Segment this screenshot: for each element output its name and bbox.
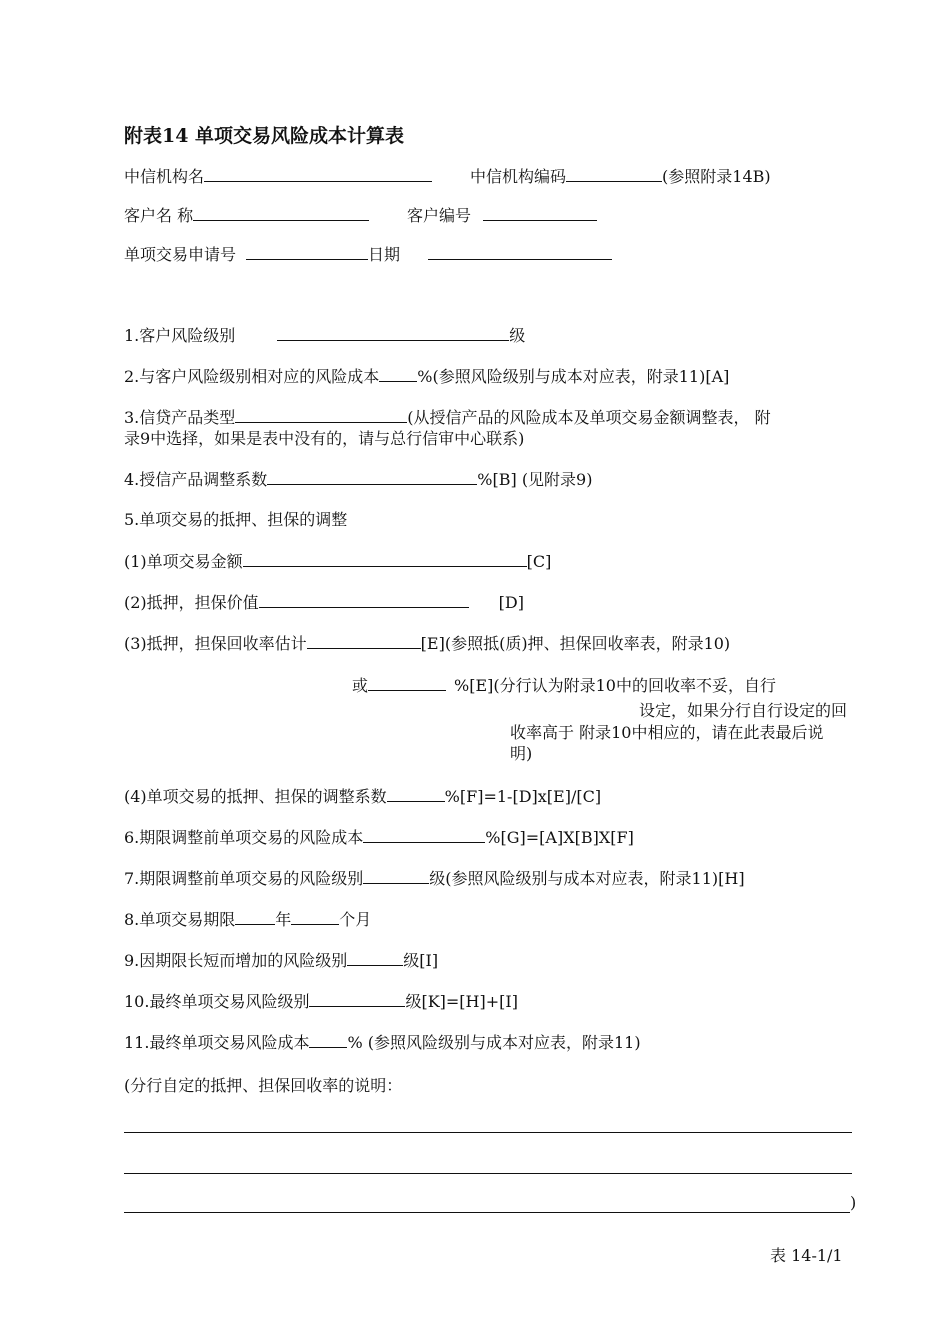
item-8-year: 年 (275, 910, 292, 929)
final-risk-level-field[interactable] (309, 991, 405, 1007)
page-title: 附表14 单项交易风险成本计算表 (124, 125, 405, 147)
item-3-label: 3.信贷产品类型 (124, 408, 236, 427)
item-2 (124, 366, 729, 387)
term-added-level-field[interactable] (347, 950, 403, 966)
note-line-1[interactable] (124, 1132, 852, 1133)
final-risk-cost-field[interactable] (309, 1032, 347, 1048)
item-5-3-alt-note: %[E](分行认为附录10中的回收率不妥，自行 (454, 676, 776, 695)
term-months-field[interactable] (291, 909, 339, 925)
transaction-amount-field[interactable] (243, 551, 527, 567)
item-5-4 (124, 786, 601, 807)
org-code-row (470, 166, 771, 187)
page-footer: 表 14-1/1 (770, 1246, 843, 1265)
product-adjust-coef-field[interactable] (267, 469, 477, 485)
application-row (124, 244, 612, 265)
item-1 (124, 325, 525, 346)
item-5-4-label: (4)单项交易的抵押、担保的调整系数 (124, 787, 387, 806)
item-10-formula: 级[K]=[H]+[I] (405, 992, 518, 1011)
custom-recovery-rate-field[interactable] (368, 675, 446, 691)
item-5-3-note-line4: 明) (510, 744, 533, 763)
item-5-3-note: [E](参照抵(质)押、担保回收率表，附录10) (420, 634, 731, 653)
item-5-1-code: [C] (526, 552, 552, 571)
item-2-note: %(参照风险级别与成本对应表，附录11)[A] (417, 367, 730, 386)
item-5-3-or: 或 (352, 676, 369, 695)
item-5-2-code: [D] (498, 593, 524, 612)
item-5-2 (124, 592, 524, 613)
credit-product-type-field[interactable] (235, 407, 407, 423)
item-8-month: 个月 (339, 910, 372, 929)
item-5-1 (124, 551, 551, 572)
item-10-label: 10.最终单项交易风险级别 (124, 992, 310, 1011)
item-10 (124, 991, 518, 1012)
item-5-2-label: (2)抵押，担保价值 (124, 593, 259, 612)
risk-cost-field[interactable] (379, 366, 417, 382)
item-5-3-label: (3)抵押，担保回收率估计 (124, 634, 307, 653)
org-name-label: 中信机构名 (124, 167, 205, 186)
customer-no-field[interactable] (483, 205, 597, 221)
item-8 (124, 909, 371, 930)
collateral-value-field[interactable] (259, 592, 469, 608)
item-5-4-formula: %[F]=1-[D]x[E]/[C] (444, 787, 602, 806)
item-3 (124, 407, 771, 428)
item-7 (124, 868, 745, 889)
item-5-3-note-line2: 设定，如果分行自行设定的回 (639, 701, 848, 720)
item-4-note: %[B] (见附录9) (477, 470, 593, 489)
item-7-label: 7.期限调整前单项交易的风险级别 (124, 869, 364, 888)
org-name-row (124, 166, 432, 187)
item-5-3-alt (352, 675, 776, 696)
customer-name-field[interactable] (193, 205, 369, 221)
customer-no-row (407, 205, 597, 226)
pre-term-risk-cost-field[interactable] (363, 827, 485, 843)
item-9-code: 级[I] (403, 951, 439, 970)
date-field[interactable] (428, 244, 612, 260)
item-5-3-note-line3: 收率高于 附录10中相应的，请在此表最后说 (510, 723, 824, 742)
item-9-label: 9.因期限长短而增加的风险级别 (124, 951, 348, 970)
item-3-note-cont: 录9中选择，如果是表中没有的，请与总行信审中心联系) (124, 429, 525, 448)
item-11-label: 11.最终单项交易风险成本 (124, 1033, 310, 1052)
recovery-rate-field[interactable] (307, 633, 421, 649)
note-line-2[interactable] (124, 1173, 852, 1174)
item-4 (124, 469, 592, 490)
item-5: 5.单项交易的抵押、担保的调整 (124, 510, 348, 529)
item-3-note: (从授信产品的风险成本及单项交易金额调整表， 附 (407, 408, 771, 427)
item-2-label: 2.与客户风险级别相对应的风险成本 (124, 367, 380, 386)
application-no-field[interactable] (246, 244, 368, 260)
item-6-formula: %[G]=[A]X[B]X[F] (485, 828, 634, 847)
term-years-field[interactable] (235, 909, 275, 925)
date-label: 日期 (368, 245, 401, 264)
application-no-label: 单项交易申请号 (124, 245, 237, 264)
item-4-label: 4.授信产品调整系数 (124, 470, 268, 489)
customer-name-row (124, 205, 369, 226)
note-line-3[interactable] (124, 1212, 850, 1213)
item-9 (124, 950, 438, 971)
customer-name-label: 客户名 称 (124, 206, 194, 225)
closing-paren: ) (850, 1193, 857, 1212)
item-6-label: 6.期限调整前单项交易的风险成本 (124, 828, 364, 847)
item-11-note: % (参照风险级别与成本对应表，附录11) (347, 1033, 641, 1052)
item-6 (124, 827, 634, 848)
collateral-adjust-coef-field[interactable] (387, 786, 445, 802)
note-label: (分行自定的抵押、担保回收率的说明： (124, 1076, 403, 1095)
item-5-1-label: (1)单项交易金额 (124, 552, 243, 571)
item-11 (124, 1032, 641, 1053)
org-code-label: 中信机构编码 (470, 167, 567, 186)
item-1-label: 1.客户风险级别 (124, 326, 236, 345)
item-1-unit: 级 (509, 326, 526, 345)
item-8-label: 8.单项交易期限 (124, 910, 236, 929)
pre-term-risk-level-field[interactable] (363, 868, 429, 884)
org-code-note: (参照附录14B) (662, 167, 771, 186)
org-name-field[interactable] (204, 166, 432, 182)
customer-risk-level-field[interactable] (277, 325, 509, 341)
item-5-3 (124, 633, 730, 654)
item-7-note: 级(参照风险级别与成本对应表，附录11)[H] (429, 869, 745, 888)
org-code-field[interactable] (566, 166, 662, 182)
customer-no-label: 客户编号 (407, 206, 472, 225)
